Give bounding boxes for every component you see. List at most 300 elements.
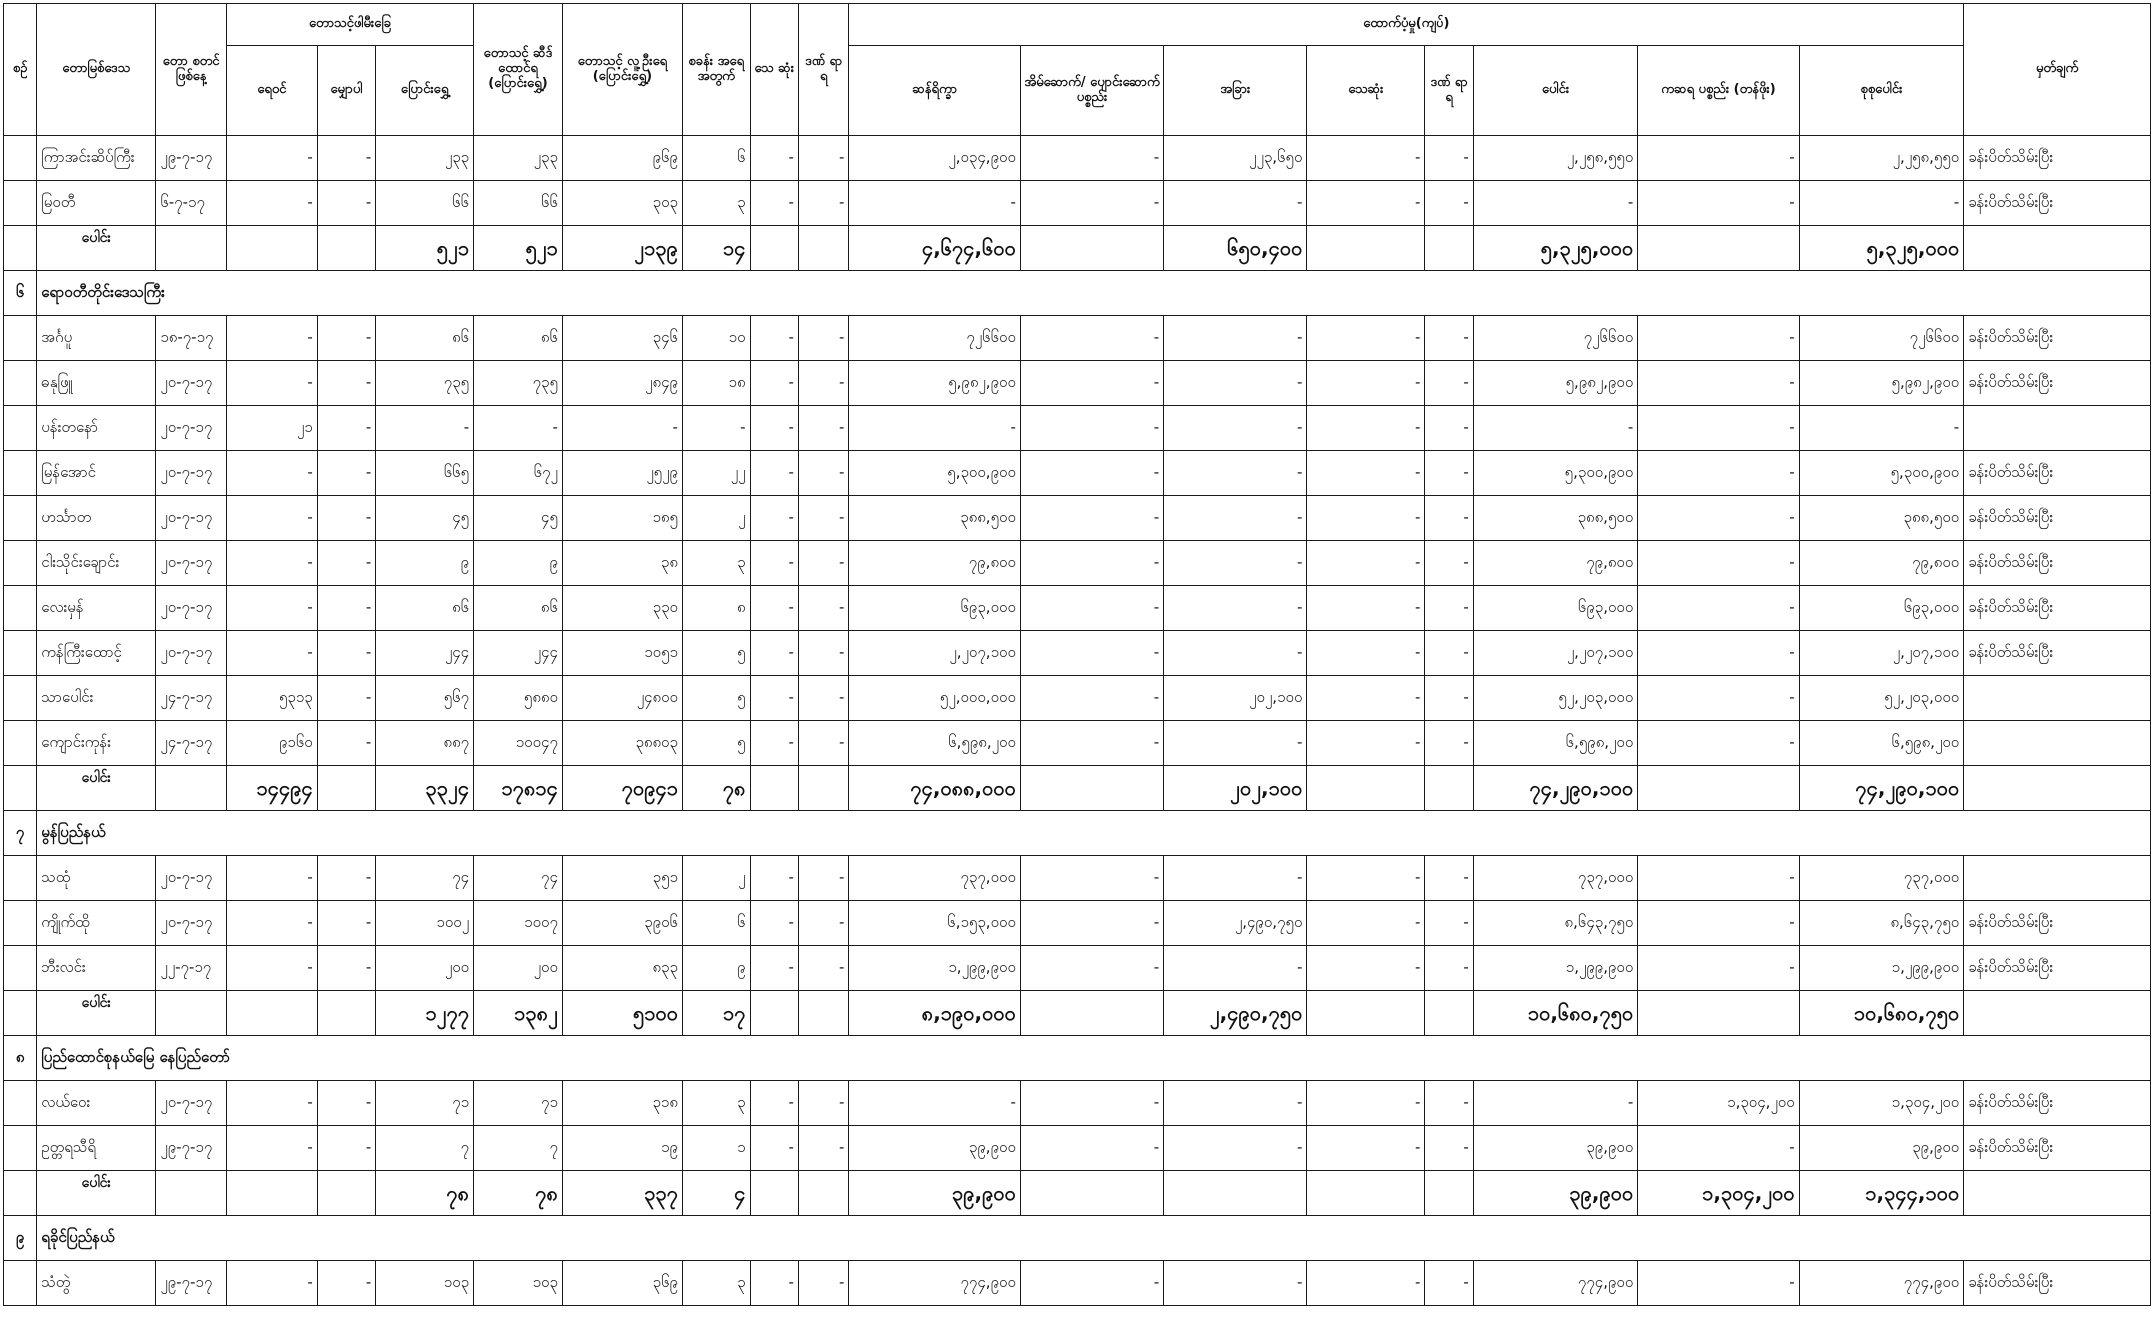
value-c12: - — [1307, 406, 1425, 451]
value-c9: ၇၉,၈၀၀ — [849, 541, 1021, 586]
subtotal-row — [4, 991, 2151, 1036]
remarks: ခန်းပိတ်သိမ်းပြီး — [1964, 496, 2151, 541]
value-c15: - — [1638, 631, 1799, 676]
value-c13: - — [1425, 946, 1473, 991]
value-c14: ၆၉၃,၀၀၀ — [1473, 586, 1637, 631]
value-c15: - — [1638, 136, 1799, 181]
value-c5: ၁၈၅ — [562, 496, 682, 541]
value-c9: ၃၈၈,၅၀၀ — [849, 496, 1021, 541]
value-c6: ၅ — [682, 676, 750, 721]
value-c2: - — [317, 946, 376, 991]
subtotal-c5: ၃၃၇ — [562, 1171, 682, 1216]
start-date: ၂၀-၇-၁၇ — [156, 496, 227, 541]
value-c1: - — [226, 181, 317, 226]
value-c2: - — [317, 1126, 376, 1171]
value-c8: - — [798, 496, 848, 541]
value-c14: - — [1473, 1081, 1637, 1126]
row-number — [4, 586, 37, 631]
value-c8: - — [798, 631, 848, 676]
subtotal-c4: ၇၈ — [474, 1171, 563, 1216]
value-c5: ၂၈၄၉ — [562, 361, 682, 406]
subtotal-c1 — [226, 991, 317, 1036]
value-c6: ၁၈ — [682, 361, 750, 406]
value-c2: - — [317, 136, 376, 181]
remarks: ခန်းပိတ်သိမ်းပြီး — [1964, 181, 2151, 226]
value-c11: - — [1164, 361, 1307, 406]
value-c13: - — [1425, 496, 1473, 541]
value-c1: - — [226, 451, 317, 496]
subtotal-row — [4, 1171, 2151, 1216]
value-c3: ၈၆ — [376, 316, 474, 361]
section-row — [4, 1216, 2151, 1261]
subtotal-c4: ၁၇၈၁၄ — [474, 766, 563, 811]
value-c11: ၂၀၂,၁၀၀ — [1164, 676, 1307, 721]
value-c3: ၆၆၅ — [376, 451, 474, 496]
cell-empty — [1964, 1171, 2151, 1216]
value-c3: ၈၆ — [376, 586, 474, 631]
row-number — [4, 541, 37, 586]
value-c16: ၁,၂၉၉,၉၀၀ — [1799, 946, 1964, 991]
row-number — [4, 406, 37, 451]
start-date: ၁၈-၇-၁၇ — [156, 316, 227, 361]
value-c5: ၃၀၃ — [562, 181, 682, 226]
value-c6: ၃ — [682, 181, 750, 226]
start-date: ၂၉-၇-၁၇ — [156, 136, 227, 181]
value-c9: ၇၃၇,၀၀၀ — [849, 856, 1021, 901]
value-c1: - — [226, 946, 317, 991]
subtotal-c9: ၇၄,၀၈၈,၀၀၀ — [849, 766, 1021, 811]
value-c10: - — [1020, 1081, 1163, 1126]
region-name: လေးမှန် — [37, 586, 156, 631]
section-number: ၇ — [4, 811, 37, 856]
start-date: ၂၀-၇-၁၇ — [156, 451, 227, 496]
value-c10: - — [1020, 1126, 1163, 1171]
table-row — [4, 136, 2151, 181]
value-c3: ၈၈၇ — [376, 721, 474, 766]
value-c2: - — [317, 181, 376, 226]
value-c6: ၃ — [682, 1261, 750, 1306]
value-c8: - — [798, 1081, 848, 1126]
row-number — [4, 1261, 37, 1306]
start-date: ၂၀-၇-၁၇ — [156, 631, 227, 676]
value-c7: - — [750, 1126, 798, 1171]
subtotal-c2 — [317, 226, 376, 271]
value-c4: ၇၃၅ — [474, 361, 563, 406]
value-c13: - — [1425, 1261, 1473, 1306]
region-name: သာပေါင်း — [37, 676, 156, 721]
remarks: ခန်းပိတ်သိမ်းပြီး — [1964, 361, 2151, 406]
value-c9: ၁,၂၉၉,၉၀၀ — [849, 946, 1021, 991]
value-c8: - — [798, 361, 848, 406]
subtotal-c15 — [1638, 226, 1799, 271]
subtotal-c14: ၃၉,၉၀၀ — [1473, 1171, 1637, 1216]
value-c3: ၂၄၄ — [376, 631, 474, 676]
subtotal-c11: ၂၀၂,၁၀၀ — [1164, 766, 1307, 811]
value-c12: - — [1307, 316, 1425, 361]
value-c8: - — [798, 946, 848, 991]
value-c3: ၂၃၃ — [376, 136, 474, 181]
value-c3: ၁၀၃ — [376, 1261, 474, 1306]
remarks: ခန်းပိတ်သိမ်းပြီး — [1964, 586, 2151, 631]
table-row — [4, 406, 2151, 451]
value-c13: - — [1425, 631, 1473, 676]
subtotal-c1: ၁၄၄၉၄ — [226, 766, 317, 811]
value-c1: ၉၁၆၀ — [226, 721, 317, 766]
subtotal-c16: ၇၄,၂၉၀,၁၀၀ — [1799, 766, 1964, 811]
header-acres: တောသင့် လူ့ဦးရေ (ပြောင်းရွှေ့) — [562, 4, 682, 136]
remarks — [1964, 721, 2151, 766]
value-c7: - — [750, 856, 798, 901]
subtotal-c11 — [1164, 1171, 1307, 1216]
value-c16: ၃၉,၉၀၀ — [1799, 1126, 1964, 1171]
start-date: ၂၀-၇-၁၇ — [156, 406, 227, 451]
start-date: ၂၉-၇-၁၇ — [156, 1126, 227, 1171]
section-row — [4, 271, 2151, 316]
value-c13: - — [1425, 406, 1473, 451]
value-c8: - — [798, 856, 848, 901]
row-number — [4, 946, 37, 991]
value-c7: - — [750, 631, 798, 676]
row-number — [4, 316, 37, 361]
value-c14: ၇၉,၈၀၀ — [1473, 541, 1637, 586]
value-c8: - — [798, 586, 848, 631]
subtotal-c5: ၅၁၀၀ — [562, 991, 682, 1036]
table-row — [4, 631, 2151, 676]
value-c16: ၅,၃၀၀,၉၀၀ — [1799, 451, 1964, 496]
cell-empty — [156, 991, 227, 1036]
subtotal-c10 — [1020, 991, 1163, 1036]
value-c3: ၇ — [376, 1126, 474, 1171]
value-c10: - — [1020, 1261, 1163, 1306]
value-c9: ၆,၅၉၈,၂၀၀ — [849, 721, 1021, 766]
table-row — [4, 451, 2151, 496]
region-name: မြန်အောင် — [37, 451, 156, 496]
value-c5: - — [562, 406, 682, 451]
value-c8: - — [798, 136, 848, 181]
value-c16: - — [1799, 406, 1964, 451]
value-c4: ၄၅ — [474, 496, 563, 541]
subtotal-c7 — [750, 766, 798, 811]
value-c8: - — [798, 181, 848, 226]
cell-empty — [1964, 766, 2151, 811]
value-c9: ၃၉,၉၀၀ — [849, 1126, 1021, 1171]
subtotal-c15: ၁,၃၀၄,၂၀၀ — [1638, 1171, 1799, 1216]
region-name: မြဝတီ — [37, 181, 156, 226]
value-c15: - — [1638, 721, 1799, 766]
value-c1: - — [226, 136, 317, 181]
row-number — [4, 1081, 37, 1126]
value-c10: - — [1020, 721, 1163, 766]
value-c4: ၂၃၃ — [474, 136, 563, 181]
value-c15: - — [1638, 856, 1799, 901]
value-c5: ၃၁၈ — [562, 1081, 682, 1126]
value-c14: ၈,၆၄၃,၇၅၀ — [1473, 901, 1637, 946]
value-c12: - — [1307, 496, 1425, 541]
value-c4: ၆၇၂ — [474, 451, 563, 496]
subtotal-c13 — [1425, 226, 1473, 271]
start-date: ၂၀-၇-၁၇ — [156, 361, 227, 406]
table-row — [4, 1126, 2151, 1171]
table-row — [4, 586, 2151, 631]
value-c16: ၇၃၇,၀၀၀ — [1799, 856, 1964, 901]
value-c11: ၂၂၃,၆၅၀ — [1164, 136, 1307, 181]
value-c4: ၂၀၀ — [474, 946, 563, 991]
value-c4: ၇၁ — [474, 1081, 563, 1126]
subtotal-c5: ၂၁၃၉ — [562, 226, 682, 271]
value-c7: - — [750, 676, 798, 721]
value-c14: ၅,၉၈၂,၉၀၀ — [1473, 361, 1637, 406]
value-c5: ၃၃၀ — [562, 586, 682, 631]
value-c10: - — [1020, 451, 1163, 496]
value-c7: - — [750, 541, 798, 586]
row-number — [4, 496, 37, 541]
value-c5: ၈၃၃ — [562, 946, 682, 991]
section-title: ရခိုင်ပြည်နယ် — [37, 1216, 2151, 1261]
subtotal-c15 — [1638, 766, 1799, 811]
value-c12: - — [1307, 451, 1425, 496]
remarks: ခန်းပိတ်သိမ်းပြီး — [1964, 541, 2151, 586]
remarks: ခန်းပိတ်သိမ်းပြီး — [1964, 316, 2151, 361]
value-c4: ၅၈၈၀ — [474, 676, 563, 721]
section-number: ၈ — [4, 1036, 37, 1081]
value-c3: ၇၃၅ — [376, 361, 474, 406]
value-c5: ၁၀၅၁ — [562, 631, 682, 676]
value-c12: - — [1307, 721, 1425, 766]
value-c6: ၉ — [682, 946, 750, 991]
value-c5: ၃၅၁ — [562, 856, 682, 901]
value-c2: - — [317, 1261, 376, 1306]
header-damage-col: အခြား — [1164, 46, 1307, 136]
value-c8: - — [798, 541, 848, 586]
remarks — [1964, 676, 2151, 721]
value-c8: - — [798, 901, 848, 946]
value-c6: ၆ — [682, 901, 750, 946]
value-c9: - — [849, 406, 1021, 451]
value-c2: - — [317, 901, 376, 946]
value-c7: - — [750, 496, 798, 541]
table-row — [4, 541, 2151, 586]
remarks: ခန်းပိတ်သိမ်းပြီး — [1964, 451, 2151, 496]
subtotal-c8 — [798, 766, 848, 811]
value-c10: - — [1020, 406, 1163, 451]
value-c7: - — [750, 181, 798, 226]
value-c10: - — [1020, 136, 1163, 181]
header-burned-group: တောသင့်ဖါမီးခြေ — [226, 4, 473, 46]
row-number — [4, 856, 37, 901]
subtotal-c4: ၅၂၁ — [474, 226, 563, 271]
subtotal-c8 — [798, 991, 848, 1036]
value-c4: ၁၀၀၄၇ — [474, 721, 563, 766]
value-c11: - — [1164, 631, 1307, 676]
subtotal-c15 — [1638, 991, 1799, 1036]
subtotal-c3: ၅၂၁ — [376, 226, 474, 271]
value-c4: ၇၄ — [474, 856, 563, 901]
table-row — [4, 1261, 2151, 1306]
subtotal-c16: ၁၀,၆၈၀,၇၅၀ — [1799, 991, 1964, 1036]
subtotal-c13 — [1425, 766, 1473, 811]
header-damage-col: ဒဏ် ရာ ရ — [1425, 46, 1473, 136]
value-c6: ၃ — [682, 541, 750, 586]
value-c13: - — [1425, 136, 1473, 181]
subtotal-c13 — [1425, 1171, 1473, 1216]
subtotal-c7 — [750, 226, 798, 271]
start-date: ၂၉-၇-၁၇ — [156, 1261, 227, 1306]
value-c10: - — [1020, 181, 1163, 226]
value-c1: ၅၃၁၃ — [226, 676, 317, 721]
value-c12: - — [1307, 631, 1425, 676]
cell-empty — [156, 766, 227, 811]
remarks: ခန်းပိတ်သိမ်းပြီး — [1964, 946, 2151, 991]
value-c14: ၆,၅၉၈,၂၀၀ — [1473, 721, 1637, 766]
value-c1: - — [226, 1081, 317, 1126]
subtotal-c14: ၇၄,၂၉၀,၁၀၀ — [1473, 766, 1637, 811]
header-start-date: တော စတင် ဖြစ်နေ့ — [156, 4, 227, 136]
value-c7: - — [750, 136, 798, 181]
value-c15: - — [1638, 181, 1799, 226]
value-c2: - — [317, 541, 376, 586]
section-title: ပြည်ထောင်စုနယ်မြေ နေပြည်တော် — [37, 1036, 2151, 1081]
subtotal-c8 — [798, 226, 848, 271]
value-c12: - — [1307, 136, 1425, 181]
remarks: ခန်းပိတ်သိမ်းပြီး — [1964, 1126, 2151, 1171]
value-c15: - — [1638, 586, 1799, 631]
value-c8: - — [798, 676, 848, 721]
value-c6: ၁ — [682, 1126, 750, 1171]
value-c11: - — [1164, 856, 1307, 901]
value-c15: - — [1638, 1261, 1799, 1306]
value-c3: ၂၀၀ — [376, 946, 474, 991]
remarks — [1964, 406, 2151, 451]
value-c15: - — [1638, 946, 1799, 991]
value-c1: - — [226, 856, 317, 901]
value-c16: ၁,၃၀၄,၂၀၀ — [1799, 1081, 1964, 1126]
value-c10: - — [1020, 631, 1163, 676]
header-no: စဉ် — [4, 4, 37, 136]
remarks: ခန်းပိတ်သိမ်းပြီး — [1964, 136, 2151, 181]
value-c5: ၃၉၀၆ — [562, 901, 682, 946]
value-c11: - — [1164, 406, 1307, 451]
row-number — [4, 721, 37, 766]
value-c16: ၆,၅၉၈,၂၀၀ — [1799, 721, 1964, 766]
table-body — [4, 136, 2151, 1306]
value-c2: - — [317, 721, 376, 766]
value-c9: ၆,၁၅၃,၀၀၀ — [849, 901, 1021, 946]
value-c8: - — [798, 451, 848, 496]
value-c16: ၈,၆၄၃,၇၅၀ — [1799, 901, 1964, 946]
value-c15: ၁,၃၀၄,၂၀၀ — [1638, 1081, 1799, 1126]
value-c15: - — [1638, 451, 1799, 496]
row-number — [4, 1126, 37, 1171]
value-c3: ၁၀၀၂ — [376, 901, 474, 946]
subtotal-c12 — [1307, 1171, 1425, 1216]
value-c14: ၇၃၇,၀၀၀ — [1473, 856, 1637, 901]
value-c13: - — [1425, 586, 1473, 631]
header-remarks: မှတ်ချက် — [1964, 4, 2151, 136]
value-c10: - — [1020, 316, 1163, 361]
subtotal-c3: ၃၃၂၄ — [376, 766, 474, 811]
value-c1: - — [226, 631, 317, 676]
subtotal-c3: ၇၈ — [376, 1171, 474, 1216]
cell-empty — [1964, 991, 2151, 1036]
value-c9: ၇၂၆၆၀၀ — [849, 316, 1021, 361]
value-c4: ၂၄၄ — [474, 631, 563, 676]
value-c12: - — [1307, 856, 1425, 901]
table-row — [4, 901, 2151, 946]
subtotal-c14: ၅,၃၂၅,၀၀၀ — [1473, 226, 1637, 271]
subtotal-c6: ၁၇ — [682, 991, 750, 1036]
start-date: ၂၀-၇-၁၇ — [156, 901, 227, 946]
value-c11: - — [1164, 1081, 1307, 1126]
subtotal-c16: ၅,၃၂၅,၀၀၀ — [1799, 226, 1964, 271]
subtotal-c8 — [798, 1171, 848, 1216]
value-c3: ၆၆ — [376, 181, 474, 226]
value-c3: ၇၄ — [376, 856, 474, 901]
value-c15: - — [1638, 316, 1799, 361]
cell-empty — [4, 1171, 37, 1216]
value-c13: - — [1425, 856, 1473, 901]
value-c15: - — [1638, 496, 1799, 541]
subtotal-row — [4, 766, 2151, 811]
subtotal-c16: ၁,၃၄၄,၁၀၀ — [1799, 1171, 1964, 1216]
value-c13: - — [1425, 1126, 1473, 1171]
value-c11: - — [1164, 316, 1307, 361]
value-c5: ၃၄၆ — [562, 316, 682, 361]
value-c10: - — [1020, 586, 1163, 631]
subtotal-c13 — [1425, 991, 1473, 1036]
value-c2: - — [317, 856, 376, 901]
table-row — [4, 721, 2151, 766]
value-c9: ၂,၂၀၇,၁၀၀ — [849, 631, 1021, 676]
table-row — [4, 181, 2151, 226]
value-c7: - — [750, 1081, 798, 1126]
value-c7: - — [750, 586, 798, 631]
value-c9: ၇၇၄,၉၀၀ — [849, 1261, 1021, 1306]
value-c11: - — [1164, 1261, 1307, 1306]
subtotal-row — [4, 226, 2151, 271]
subtotal-c3: ၁၂၇၇ — [376, 991, 474, 1036]
value-c5: ၃၈ — [562, 541, 682, 586]
subtotal-c11: ၆၅၀,၄၀၀ — [1164, 226, 1307, 271]
value-c8: - — [798, 721, 848, 766]
value-c9: - — [849, 181, 1021, 226]
subtotal-c2 — [317, 991, 376, 1036]
value-c9: - — [849, 1081, 1021, 1126]
header-burned-total: တောသင့် ဆီဒ် ထောင်ရ (ပြောင်းရွှေ့) — [474, 4, 563, 136]
value-c3: ၇၁ — [376, 1081, 474, 1126]
value-c10: - — [1020, 676, 1163, 721]
value-c6: ၃ — [682, 1081, 750, 1126]
value-c11: - — [1164, 451, 1307, 496]
value-c10: - — [1020, 901, 1163, 946]
region-name: ငါးသိုင်းချောင်း — [37, 541, 156, 586]
header-damage-col: စုစုပေါင်း — [1799, 46, 1964, 136]
region-name: ဥတ္တရသီရိ — [37, 1126, 156, 1171]
start-date: ၂၀-၇-၁၇ — [156, 541, 227, 586]
start-date: ၂၄-၇-၁၇ — [156, 721, 227, 766]
remarks — [1964, 856, 2151, 901]
value-c12: - — [1307, 181, 1425, 226]
value-c14: ၂,၂၅၈,၅၅၀ — [1473, 136, 1637, 181]
header-damage-col: ပေါင်း — [1473, 46, 1637, 136]
value-c13: - — [1425, 316, 1473, 361]
value-c4: ၆၆ — [474, 181, 563, 226]
value-c7: - — [750, 1261, 798, 1306]
start-date: ၂၂-၇-၁၇ — [156, 946, 227, 991]
value-c16: ၅,၉၈၂,၉၀၀ — [1799, 361, 1964, 406]
header-damage-col: အိမ်ဆောက်/ ပျောင်းဆောက် ပစ္စည်း — [1020, 46, 1163, 136]
value-c6: ၂၂ — [682, 451, 750, 496]
section-title: မွန်ပြည်နယ် — [37, 811, 2151, 856]
